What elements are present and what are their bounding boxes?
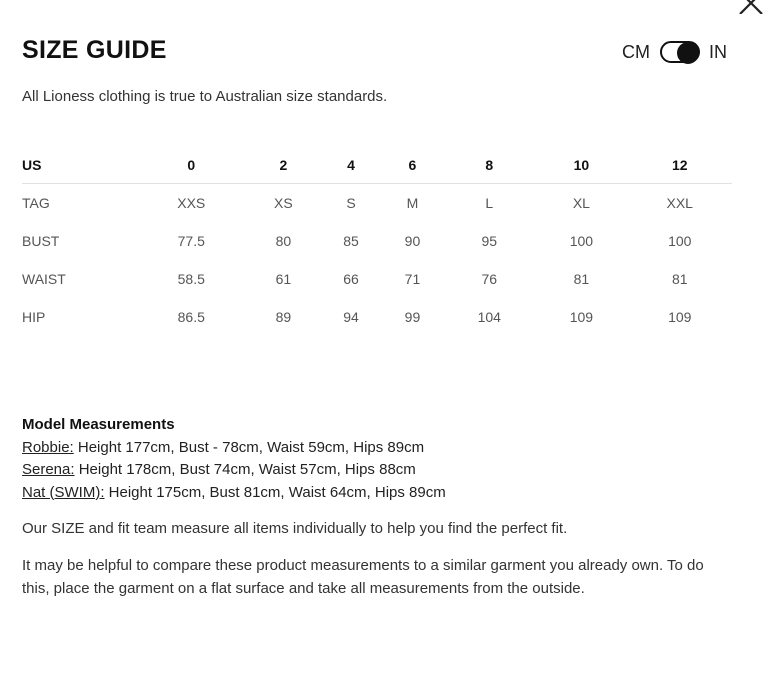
row-label: TAG (22, 195, 50, 211)
close-button[interactable] (737, 0, 767, 14)
table-cell: 90 (404, 233, 421, 249)
table-cell: L (485, 195, 494, 211)
model-line-serena (22, 459, 446, 482)
row-label: HIP (22, 309, 46, 325)
table-cell: 71 (404, 271, 421, 287)
table-cell: 86.5 (177, 309, 205, 325)
table-cell: 89 (275, 309, 292, 325)
table-cell: XL (572, 195, 590, 211)
header-cell: 8 (443, 146, 535, 184)
table-cell: 85 (343, 233, 359, 249)
table-cell: 95 (481, 233, 498, 249)
unit-in-label[interactable]: IN (709, 41, 727, 62)
model-details-serena: Height 178cm, Bust 74cm, Waist 57cm, Hips 88cm (74, 461, 416, 478)
header-cell: 4 (320, 146, 381, 184)
table-cell: 99 (404, 309, 421, 325)
table-cell: 58.5 (177, 271, 205, 287)
table-cell: XXS (177, 195, 206, 211)
table-cell: 66 (343, 271, 359, 287)
table-cell: 61 (275, 271, 292, 287)
close-icon (737, 0, 767, 14)
header-cell: US (22, 146, 136, 184)
table-row (22, 222, 732, 260)
model-measurements-heading: Model Measurements (22, 416, 175, 433)
table-cell: 100 (569, 233, 594, 249)
model-details-nat: Height 175cm, Bust 81cm, Waist 64cm, Hips 89cm (104, 483, 446, 501)
fit-team-text: Our SIZE and fit team measure all items individually to help you find the perfect fit. (22, 520, 568, 537)
table-cell: 76 (481, 271, 498, 287)
unit-switch[interactable] (660, 41, 700, 63)
table-cell: 109 (569, 309, 594, 325)
model-name-serena: Serena: (22, 461, 75, 478)
table-cell: 81 (671, 271, 688, 287)
page-title: SIZE GUIDE (22, 36, 167, 64)
header-cell: 2 (247, 146, 321, 184)
unit-toggle[interactable] (622, 39, 727, 65)
table-cell: S (346, 195, 356, 211)
model-details-robbie: Height 177cm, Bust - 78cm, Waist 59cm, Hips 89cm (73, 438, 425, 456)
table-row (22, 298, 732, 336)
table-cell: 81 (573, 271, 590, 287)
size-table (22, 146, 732, 336)
model-line-robbie (22, 437, 446, 460)
table-cell: 109 (668, 309, 692, 325)
row-label: WAIST (22, 271, 66, 287)
table-cell: 94 (343, 309, 359, 325)
table-cell: 104 (477, 309, 501, 325)
table-row (22, 184, 732, 223)
switch-knob (677, 42, 699, 64)
header-cell: 0 (136, 146, 247, 184)
header-cell: 10 (535, 146, 627, 184)
table-cell: M (406, 195, 419, 211)
table-cell: 100 (668, 233, 692, 249)
table-cell: XXL (666, 195, 693, 211)
header-cell: 6 (382, 146, 443, 184)
unit-cm-label[interactable]: CM (622, 41, 650, 62)
header-cell: 12 (627, 146, 732, 184)
table-cell: 80 (275, 233, 292, 249)
row-label: BUST (22, 233, 60, 249)
table-cell: 77.5 (177, 233, 205, 249)
table-header-row (22, 146, 732, 184)
model-name-nat: Nat (SWIM): (22, 483, 105, 501)
model-line-nat (22, 482, 446, 505)
intro-text: All Lioness clothing is true to Australian size standards. (22, 88, 388, 105)
model-name-robbie: Robbie: (22, 438, 74, 456)
table-cell: XS (274, 195, 293, 211)
table-row (22, 260, 732, 298)
model-measurements (22, 414, 446, 504)
measuring-tip-text: It may be helpful to compare these product measurements to a similar garment you already own. To do this, place the garment on a flat surface and take all measurements from the outside. (22, 557, 704, 597)
